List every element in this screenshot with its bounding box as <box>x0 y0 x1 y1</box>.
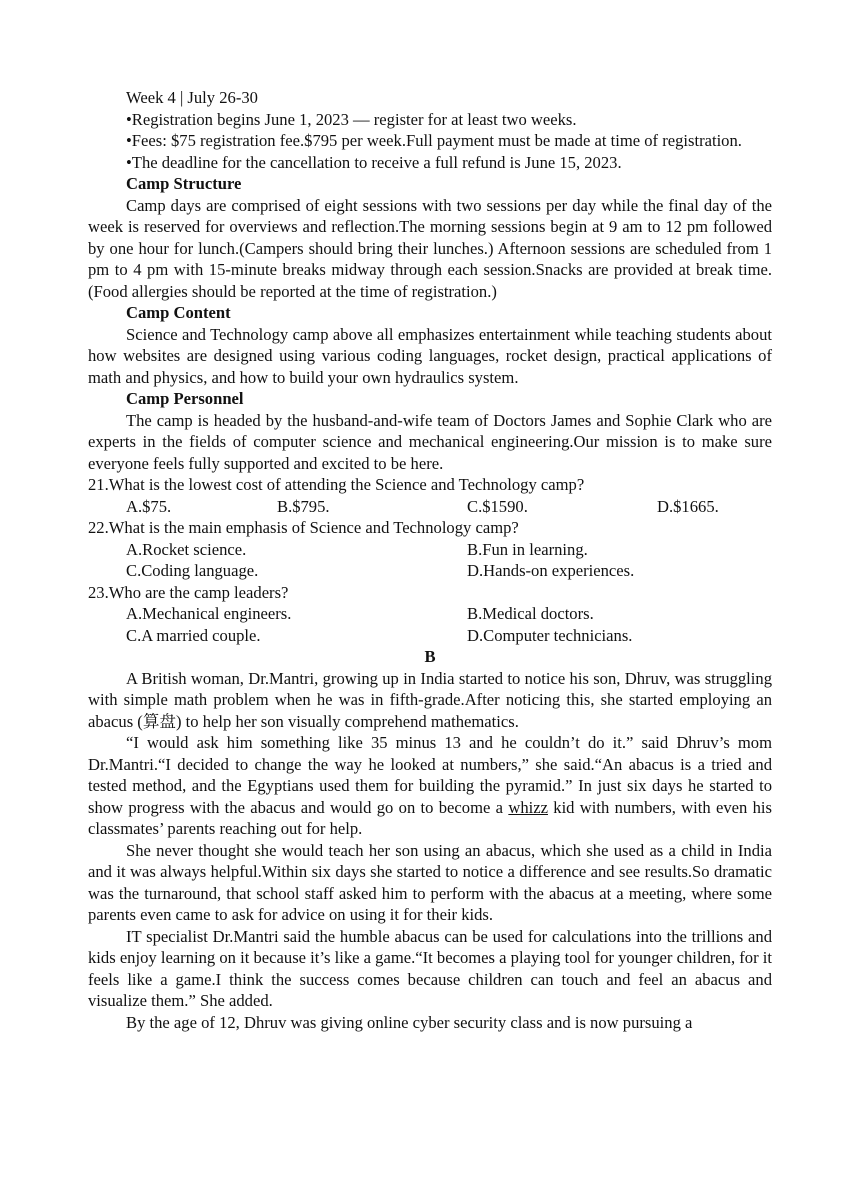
passage-b-paragraph-5: By the age of 12, Dhruv was giving online cyber security class and is now pursuing a <box>126 1012 693 1032</box>
option-21-d: D.$1665. <box>657 496 719 516</box>
underlined-word-whizz: whizz <box>508 797 548 817</box>
question-21-options <box>88 496 772 518</box>
option-22-c: C.Coding language. <box>126 561 259 580</box>
option-23-a: A.Mechanical engineers. <box>126 604 292 623</box>
camp-content-text: Science and Technology camp above all emphasizes entertainment while teaching students about how websites are designed using various coding languages, rocket design, practical applications of math and physics, and how to build your own hydraulics system. <box>88 324 772 387</box>
option-22-b: B.Fun in learning. <box>467 539 588 559</box>
paragraph-2-text-before: “I would ask him something like 35 minus 13 and he couldn’t do it.” said Dhruv’s mom Dr.Mantri.“I decided to change the way he looked at numbers,” she said.“An abacus is a tried and tested method, and the Egyptians used them for building the pyramid.” In just six days he started to show progress with the abacus and would go on to become a <box>88 733 772 817</box>
registration-line: •Registration begins June 1, 2023 — register for at least two weeks. <box>126 109 577 129</box>
camp-structure-text: Camp days are comprised of eight sessions with two sessions per day while the final day of the week is reserved for overviews and reflection.The morning sessions begin at 9 am to 12 pm followed by one hour for lunch.(Campers should bring their lunches.) Afternoon sessions are scheduled from 1 pm to 4 pm with 15-minute breaks midway through each session.Snacks are provided at break time.(Food allergies should be reported at the time of registration.) <box>88 195 772 301</box>
camp-personnel-text: The camp is headed by the husband-and-wife team of Doctors James and Sophie Clark who are experts in the fields of computer science and mechanical engineering.Our mission is to make sure everyone feels fully supported and excited to be here. <box>88 410 772 473</box>
option-23-c: C.A married couple. <box>126 625 261 645</box>
camp-structure-heading: Camp Structure <box>126 174 242 193</box>
passage-b-paragraph-3: She never thought she would teach her son using an abacus, which she used as a child in India and it was always helpful.Within six days she started to notice a difference and see results.So dramatic was the turnaround, that school staff asked him to perform with the abacus at a meeting, where some parents even came to ask for advice on using it for their kids. <box>88 840 772 924</box>
question-23-options-row1 <box>88 603 772 625</box>
passage-b-paragraph-1: A British woman, Dr.Mantri, growing up in India started to notice his son, Dhruv, was struggling with simple math problem when he was in fifth-grade.After noticing this, she started employing an abacus (算盘) to help her son visually comprehend mathematics. <box>88 668 772 731</box>
question-23-stem: 23.Who are the camp leaders? <box>88 582 289 602</box>
question-23-options-row2 <box>88 625 772 647</box>
option-21-c: C.$1590. <box>467 496 528 516</box>
option-21-b: B.$795. <box>277 496 330 516</box>
option-21-a: A.$75. <box>126 496 172 516</box>
question-21-stem: 21.What is the lowest cost of attending the Science and Technology camp? <box>88 475 585 494</box>
question-22-options-row1 <box>88 539 772 561</box>
section-b-label: B <box>424 647 436 666</box>
option-22-d: D.Hands-on experiences. <box>467 561 635 580</box>
passage-b-paragraph-2 <box>88 732 772 840</box>
option-23-b: B.Medical doctors. <box>467 604 594 623</box>
fees-line: •Fees: $75 registration fee.$795 per week.Full payment must be made at time of registration. <box>126 131 742 150</box>
camp-content-heading: Camp Content <box>126 303 231 322</box>
question-22-stem: 22.What is the main emphasis of Science and Technology camp? <box>88 518 519 537</box>
passage-b-paragraph-4: IT specialist Dr.Mantri said the humble abacus can be used for calculations into the trillions and kids enjoy learning on it because it’s like a game.“It becomes a playing tool for younger children, for it feels like a game.I think the success comes because children can touch and feel an abacus and visualize them.” She added. <box>88 926 772 1010</box>
question-22-options-row2 <box>88 560 772 582</box>
camp-personnel-heading: Camp Personnel <box>126 389 244 408</box>
option-22-a: A.Rocket science. <box>126 539 247 559</box>
deadline-line: •The deadline for the cancellation to receive a full refund is June 15, 2023. <box>126 152 622 172</box>
week4-line: Week 4 | July 26-30 <box>126 88 258 107</box>
paragraph-2-text-after: kid with numbers, with even his classmates’ parents reaching out for help. <box>88 797 772 838</box>
option-23-d: D.Computer technicians. <box>467 625 633 645</box>
document-page <box>88 87 772 1033</box>
